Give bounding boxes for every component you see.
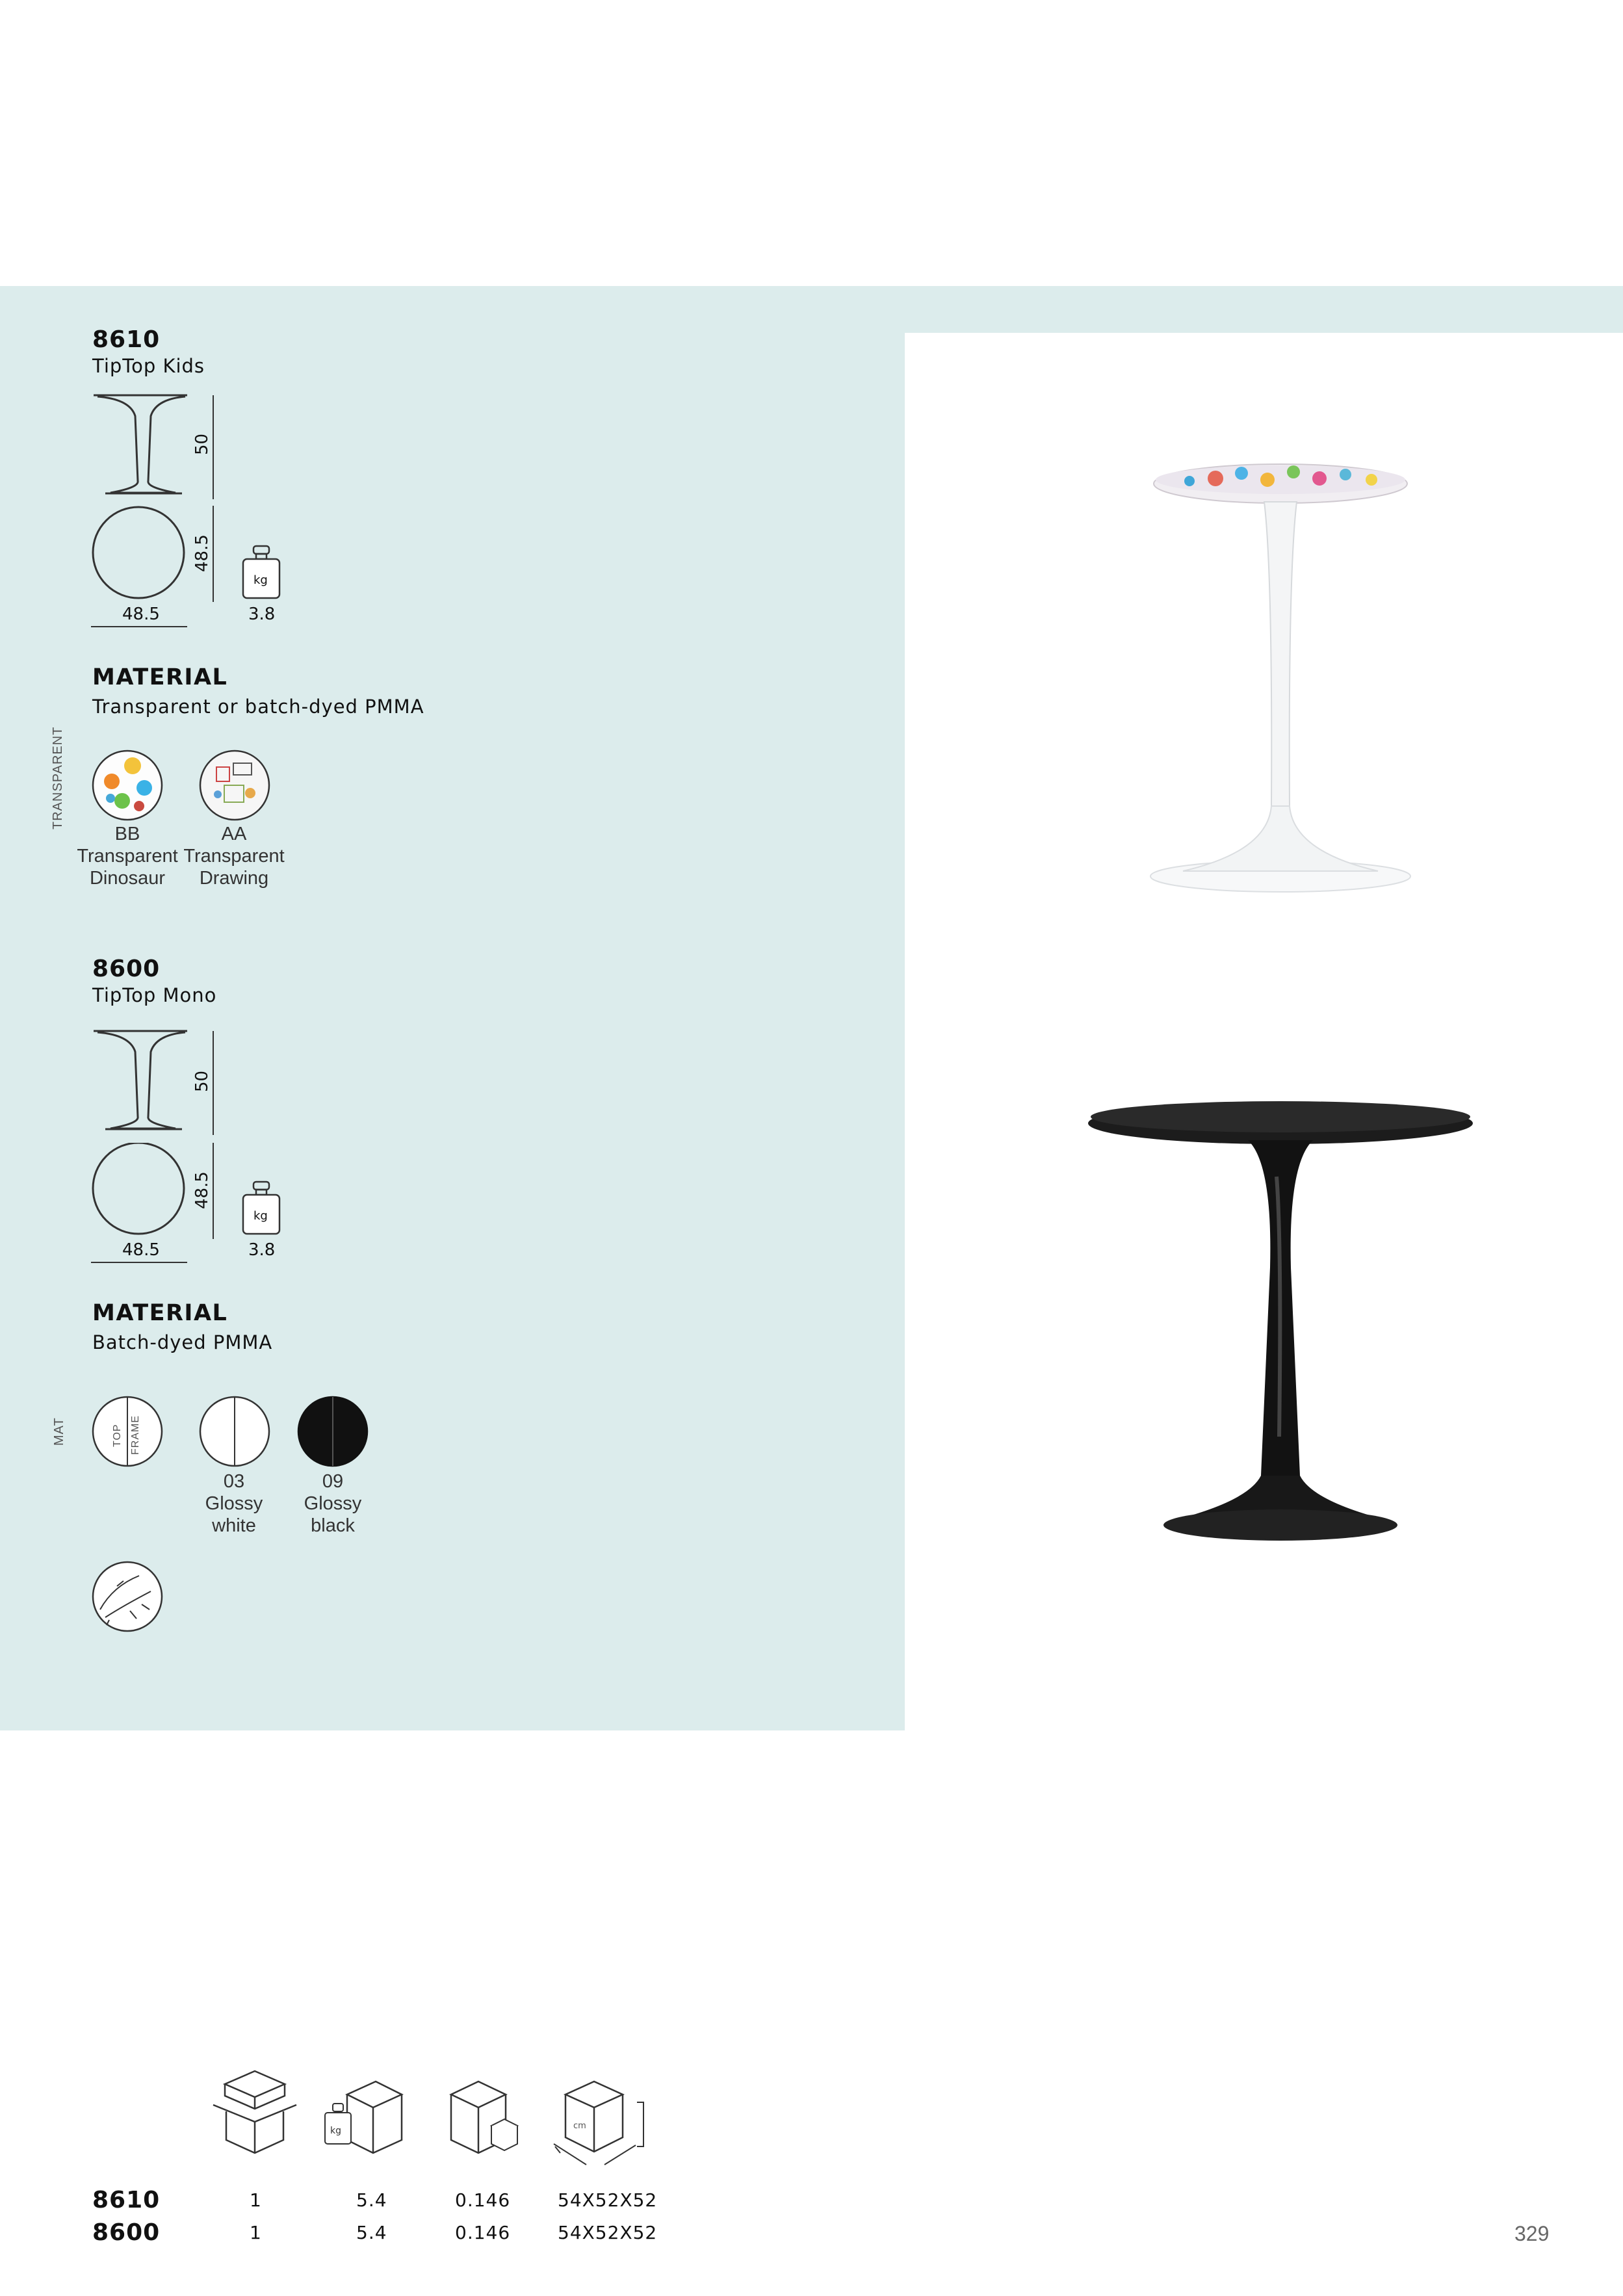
kg-label: kg bbox=[330, 2126, 341, 2136]
pack-row-dims: 54X52X52 bbox=[558, 2189, 658, 2211]
box-volume-icon bbox=[445, 2078, 523, 2157]
swatch-line2: Drawing bbox=[199, 868, 269, 889]
height-value: 50 bbox=[192, 433, 212, 455]
swatch-code: 09 bbox=[322, 1471, 344, 1492]
pack-row-qty: 1 bbox=[250, 2222, 262, 2243]
weight-value: 3.8 bbox=[248, 605, 276, 624]
page-number: 329 bbox=[1514, 2222, 1550, 2245]
height-value: 50 bbox=[192, 1070, 212, 1092]
material-description: Batch-dyed PMMA bbox=[92, 1331, 273, 1353]
swatch-line2: black bbox=[311, 1515, 355, 1536]
swatch-line1: Transparent bbox=[77, 846, 178, 867]
weight-icon bbox=[240, 1181, 282, 1236]
swatch-line1: Glossy bbox=[205, 1493, 263, 1514]
material-description: Transparent or batch-dyed PMMA bbox=[92, 696, 424, 718]
pack-row-volume: 0.146 bbox=[455, 2222, 511, 2243]
spec-panel bbox=[0, 286, 905, 1730]
tiptop-kids-photo bbox=[1053, 442, 1508, 910]
swatch-glossy-white[interactable] bbox=[198, 1395, 271, 1468]
material-title: MATERIAL bbox=[92, 664, 228, 690]
box-quantity-icon bbox=[207, 2067, 303, 2156]
swatch-caption-aa bbox=[179, 823, 289, 889]
swatch-code: 03 bbox=[223, 1471, 245, 1492]
tiptop-mono-photo bbox=[1053, 1073, 1508, 1567]
pack-row-weight: 5.4 bbox=[356, 2222, 387, 2243]
weight-icon bbox=[240, 545, 282, 601]
diameter-value: 48.5 bbox=[122, 1240, 160, 1260]
swatch-caption-03 bbox=[179, 1470, 289, 1537]
swatch-caption-09 bbox=[278, 1470, 388, 1537]
swatch-line1: Transparent bbox=[183, 846, 285, 867]
product-name: TipTop Kids bbox=[92, 355, 205, 377]
depth-value: 48.5 bbox=[192, 1171, 212, 1209]
finish-side-label: TRANSPARENT bbox=[51, 726, 65, 829]
cm-label: cm bbox=[573, 2121, 586, 2131]
pack-row-dims: 54X52X52 bbox=[558, 2222, 658, 2243]
product-name: TipTop Mono bbox=[92, 984, 217, 1006]
swatch-caption-bb bbox=[72, 823, 183, 889]
legend-top-label: TOP bbox=[112, 1424, 123, 1447]
box-weight-icon bbox=[321, 2078, 406, 2157]
material-title: MATERIAL bbox=[92, 1300, 228, 1326]
product-code: 8600 bbox=[92, 956, 161, 982]
swatch-line1: Glossy bbox=[304, 1493, 362, 1514]
depth-value: 48.5 bbox=[192, 534, 212, 572]
swatch-line2: white bbox=[212, 1515, 256, 1536]
pack-row-code: 8610 bbox=[92, 2187, 161, 2213]
diameter-value: 48.5 bbox=[122, 605, 160, 624]
weight-value: 3.8 bbox=[248, 1240, 276, 1260]
scratch-resistance-icon bbox=[91, 1560, 164, 1633]
pack-row-code: 8600 bbox=[92, 2219, 161, 2246]
box-dimensions-icon bbox=[546, 2075, 663, 2170]
pack-row-volume: 0.146 bbox=[455, 2189, 511, 2211]
swatch-line2: Dinosaur bbox=[89, 868, 166, 889]
pack-row-qty: 1 bbox=[250, 2189, 262, 2211]
top-frame-legend-icon bbox=[91, 1395, 164, 1468]
weight-unit: kg bbox=[253, 1209, 268, 1223]
product-code: 8610 bbox=[92, 326, 161, 353]
swatch-code: BB bbox=[114, 824, 140, 844]
swatch-glossy-black[interactable] bbox=[296, 1395, 369, 1468]
legend-frame-label: FRAME bbox=[130, 1415, 141, 1455]
weight-unit: kg bbox=[253, 573, 268, 587]
pack-row-weight: 5.4 bbox=[356, 2189, 387, 2211]
swatch-dinosaur[interactable] bbox=[91, 749, 164, 822]
swatch-drawing[interactable] bbox=[198, 749, 271, 822]
swatch-code: AA bbox=[221, 824, 247, 844]
finish-side-label: MAT bbox=[52, 1417, 66, 1446]
